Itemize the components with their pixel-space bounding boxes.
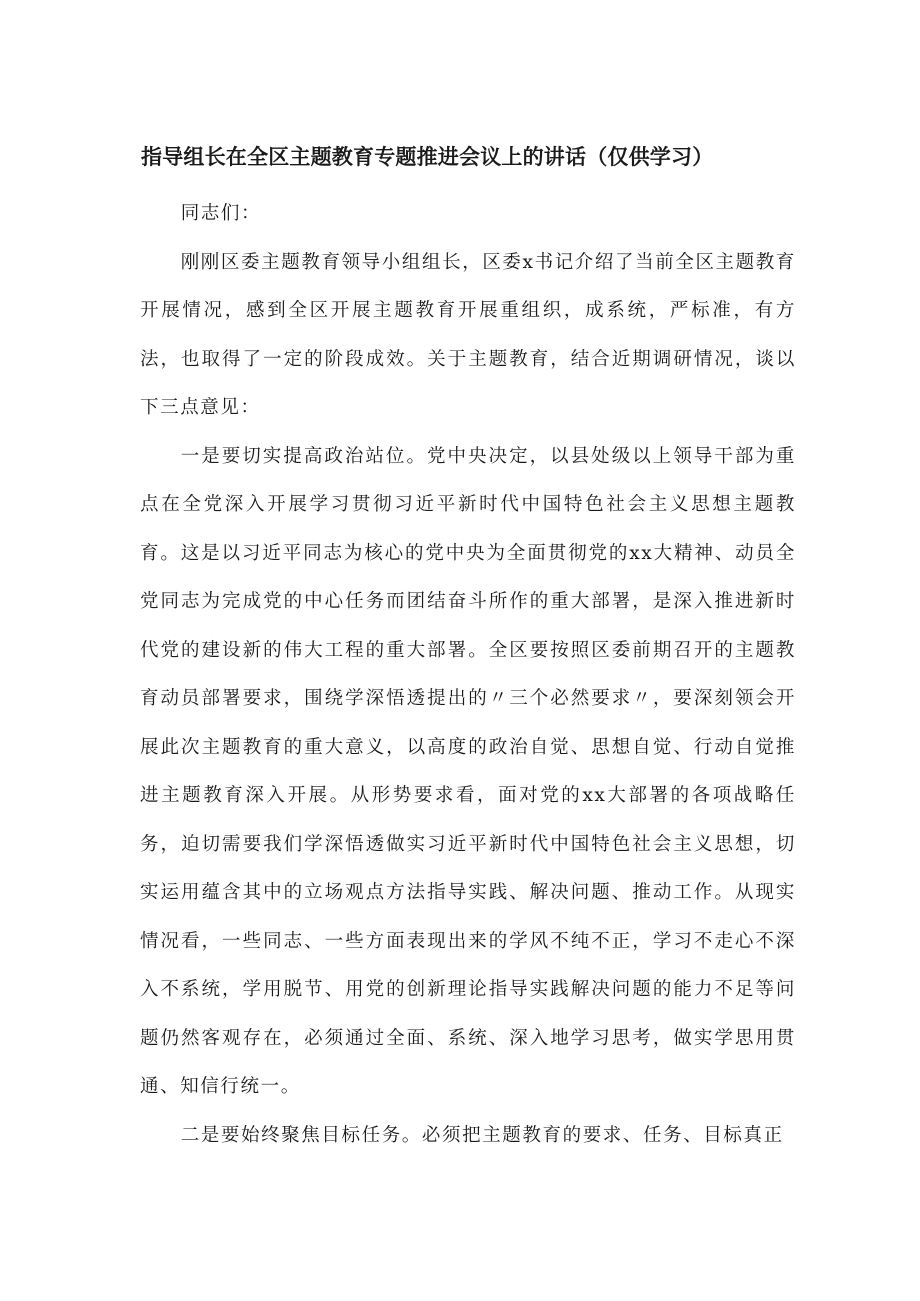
document-body xyxy=(140,190,796,1160)
intro-paragraph: 刚刚区委主题教育领导小组组长，区委x书记介绍了当前全区主题教育开展情况，感到全区开展主题教育开展重组织，成系统，严标准，有方法，也取得了一定的阶段成效。关于主题教育，结合近期调研情况，谈以下三点意见： xyxy=(140,251,796,418)
salutation-paragraph: 同志们： xyxy=(180,203,262,224)
point-two-paragraph: 二是要始终聚焦目标任务。必须把主题教育的要求、任务、目标真正 xyxy=(180,1124,784,1146)
document-title: 指导组长在全区主题教育专题推进会议上的讲话（仅供学习） xyxy=(141,145,714,169)
point-one-paragraph: 一是要切实提高政治站位。党中央决定，以县处级以上领导干部为重点在全党深入开展学习贯彻习近平新时代中国特色社会主义思想主题教育。这是以习近平同志为核心的党中央为全面贯彻党的xx大精神、动员全党同志为完成党的中心任务而团结奋斗所作的重大部署，是深入推进新时代党的建设新的伟大工程的重大部署。全区要按照区委前期召开的主题教育动员部署要求，围绕学深悟透提出的〃三个必然要求〃，要深刻领会开展此次主题教育的重大意义，以高度的政治自觉、思想自觉、行动自觉推进主题教育深入开展。从形势要求看，面对党的xx大部署的各项战略任务，迫切需要我们学深悟透做实习近平新时代中国特色社会主义思想，切实运用蕴含其中的立场观点方法指导实践、解决问题、推动工作。从现实情况看，一些同志、一些方面表现出来的学风不纯不正，学习不走心不深入不系统，学用脱节、用党的创新理论指导实践解决问题的能力不足等问题仍然客观存在，必须通过全面、系统、深入地学习思考，做实学思用贯通、知信行统一。 xyxy=(140,445,796,1097)
